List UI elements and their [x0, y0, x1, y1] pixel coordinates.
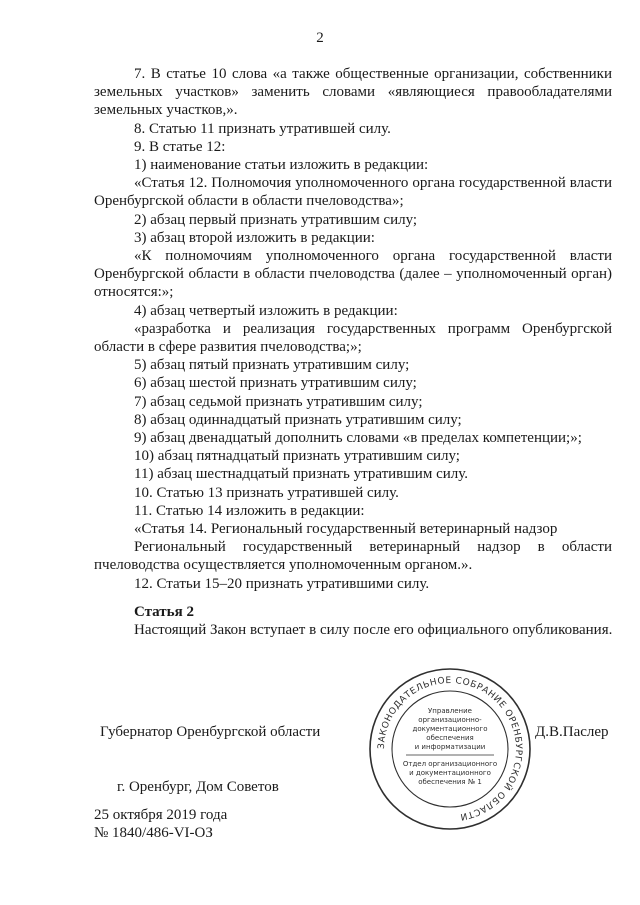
stamp-outer-text: ЗАКОНОДАТЕЛЬНОЕ СОБРАНИЕ ОРЕНБУРГСКОЙ ОБЛАСТИ — [376, 675, 524, 822]
paragraph-item-12: 12. Статьи 15–20 признать утратившими силу. — [134, 575, 430, 592]
subparagraph-2: 2) абзац первый признать утратившим силу; — [134, 211, 418, 228]
stamp-line-4: обеспечения — [426, 734, 474, 742]
subparagraph-1: 1) наименование статьи изложить в редакции: — [134, 157, 429, 174]
paragraph-item-9: 9. В статье 12: — [134, 138, 226, 155]
stamp-line-5: и информатизации — [414, 743, 486, 751]
subparagraph-10: 10) абзац пятнадцатый признать утратившим силу; — [134, 448, 460, 465]
stamp-line-7: и документационного — [409, 769, 491, 777]
subparagraph-5: 5) абзац пятый признать утратившим силу; — [134, 357, 410, 374]
stamp-line-6: Отдел организационного — [402, 760, 498, 768]
quoted-title-article-14: «Статья 14. Региональный государственный ветеринарный надзор — [134, 521, 558, 538]
subparagraph-11: 11) абзац шестнадцатый признать утратившим силу. — [134, 466, 468, 483]
law-number: № 1840/486-VI-ОЗ — [94, 825, 213, 841]
stamp-line-2: организационно- — [418, 716, 482, 724]
paragraph-item-11: 11. Статью 14 изложить в редакции: — [134, 502, 365, 519]
page-number: 2 — [316, 30, 324, 46]
amendments-body — [94, 65, 612, 593]
subparagraph-3: 3) абзац второй изложить в редакции: — [134, 229, 375, 246]
subparagraph-6: 6) абзац шестой признать утратившим силу; — [134, 375, 417, 392]
law-date: 25 октября 2019 года — [94, 807, 228, 823]
paragraph-item-8: 8. Статью 11 признать утратившей силу. — [134, 120, 391, 137]
law-date-number — [94, 806, 227, 842]
article-2-heading: Статья 2 — [134, 604, 194, 620]
subparagraph-9: 9) абзац двенадцатый дополнить словами «в пределах компетенции;»; — [134, 430, 582, 447]
stamp-line-8: обеспечения № 1 — [418, 778, 482, 786]
subparagraph-8: 8) абзац одиннадцатый признать утратившим силу; — [134, 411, 462, 428]
governor-name: Д.В.Паслер — [535, 724, 609, 740]
quoted-title-article-12: «Статья 12. Полномочия уполномоченного органа государственной власти Оренбургской области в области пчеловодства»; — [94, 175, 612, 210]
stamp-line-3: документационного — [412, 725, 488, 733]
quoted-programs-text: «разработка и реализация государственных программ Оренбургской области в сфере развития пчеловодства;»; — [94, 320, 612, 356]
quoted-powers-text: «К полномочиям уполномоченного органа государственной власти Оренбургской области в области пчеловодства (далее – уполномоченный орган) относятся:»; — [94, 248, 612, 301]
paragraph-item-10: 10. Статью 13 признать утратившей силу. — [134, 484, 399, 501]
subparagraph-7: 7) абзац седьмой признать утратившим силу; — [134, 393, 423, 410]
official-stamp — [366, 665, 534, 833]
article-2-text: Настоящий Закон вступает в силу после его официального опубликования. — [134, 622, 613, 638]
quoted-vet-supervision-text: Региональный государственный ветеринарный надзор в области пчеловодства осуществляется уполномоченным органом.». — [94, 539, 612, 574]
stamp-line-1: Управление — [428, 707, 472, 715]
subparagraph-4: 4) абзац четвертый изложить в редакции: — [134, 302, 398, 319]
signing-place: г. Оренбург, Дом Советов — [117, 779, 279, 795]
governor-title: Губернатор Оренбургской области — [100, 724, 321, 740]
paragraph-item-7: 7. В статье 10 слова «а также общественные организации, собственники земельных участков» заменить словами «являющиеся правообладателями земельных участков,». — [94, 66, 612, 119]
